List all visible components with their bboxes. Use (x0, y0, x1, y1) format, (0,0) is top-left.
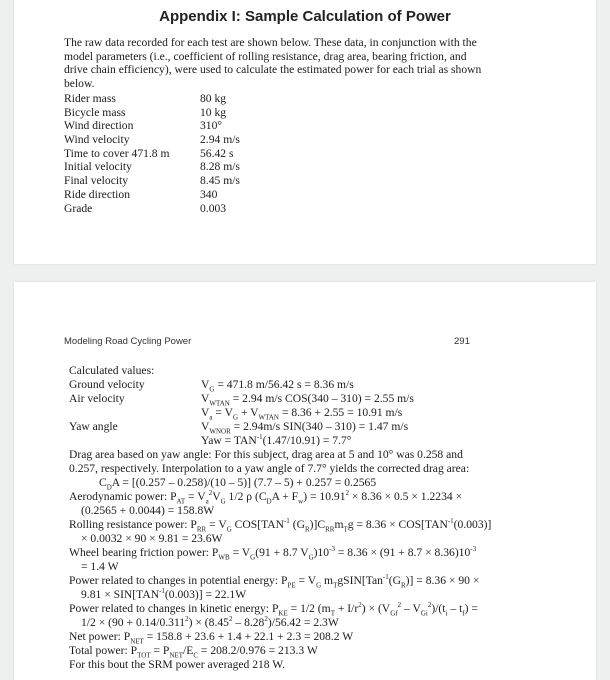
air-velocity-label: Air velocity (69, 392, 125, 405)
drag-area-equation: $C_DA = [(0.257 - 0.258)/(10 - 5)]$ (7.7 – 5) + 0.257 = 0.2565 (99, 476, 377, 492)
page-number: 291 (454, 336, 470, 347)
param-label: Final velocity (64, 174, 129, 188)
param-value: 80 kg (200, 92, 227, 105)
param-row (64, 160, 240, 174)
param-row (64, 201, 227, 216)
appendix-page (14, 0, 596, 264)
param-row (64, 146, 234, 161)
param-label: Time to cover 471.8 m (64, 146, 170, 160)
param-row (64, 105, 227, 120)
param-value: 56.42 s (200, 146, 234, 160)
potential-energy-equation: Power related to changes in potential energy: $P_{PE} = V_G$ $m_TgSIN[Tan^{-1}(G_R)] = 8.36 \times 90$ × (69, 573, 480, 590)
param-label: Grade (64, 201, 93, 215)
param-label: Wind velocity (64, 133, 130, 147)
kinetic-energy-result: $1/2 \times (90 + 0.14/0.311^2) \times (8.45^2 - 8.28^2)/56.42 = 2.3W$ (81, 615, 339, 629)
param-row (64, 119, 223, 133)
aerodynamic-power-equation: Aerodynamic power: $P_{AT} = V_a^2V_G$ 1/2 ρ $(C_DA + F_w) = 10.91^2 \times 8.36 \times 0.5 \times 1.2234$ × (69, 489, 463, 506)
param-label: Rider mass (64, 92, 116, 105)
drag-text-line-2: 0.257, respectively. Interpolation to a yaw angle of 7.7° yields the corrected drag area: (69, 462, 470, 475)
appendix-intro: The raw data recorded for each test are shown below. These data, in conjunction with the model parameters (i.e., coefficient of rolling resistance, drag area, bearing friction, and drive chain efficiency), were used to calculate the estimated power for each trial as shown below. (64, 36, 482, 90)
kinetic-energy-equation: Power related to changes in kinetic energy: $P_{KE} = 1/2$ $(m_T + I/r^2) \times (V_{Gf}^2 - V_{Gi}^2)/(t_i - t_f)$ = (69, 601, 478, 618)
appendix-title: Appendix I: Sample Calculation of Power (159, 8, 451, 25)
param-value: 2.94 m/s (200, 133, 240, 147)
param-value: 0.003 (200, 201, 227, 215)
param-label: Wind direction (64, 119, 134, 133)
yaw-angle-label: Yaw angle (69, 420, 118, 433)
param-label: Ride direction (64, 187, 131, 201)
wheel-bearing-result: = 1.4 W (81, 560, 119, 573)
wind-tangent-equation: $V_{WTAN} = 2.94$ m/s COS(340 – 310) = 2.55 m/s (201, 392, 414, 408)
param-label: Bicycle mass (64, 105, 126, 119)
rolling-resistance-equation: Rolling resistance power: $P_{RR} = V_G$ $COS[TAN^{-1}$ $(G_R)]C_{RR}m_Tg = 8.36 \times COS[TAN^{-1}(0.003)]$ (69, 517, 492, 534)
total-power-equation: Total power: $P_{TOT} = P_{NET}/E_C = 208.2/0.976 = 213.3$ W (69, 644, 318, 660)
running-head: Modeling Road Cycling Power (64, 336, 192, 347)
param-row (64, 133, 240, 147)
param-value: 340 (200, 187, 218, 201)
param-row (64, 174, 240, 188)
air-velocity-equation: $V_a = V_G + V_{WTAN} = 8.36 + 2.55 = 10.91$ m/s (201, 406, 403, 422)
param-row (64, 187, 218, 202)
rolling-resistance-result: × 0.0032 × 90 × 9.81 = 23.6W (81, 532, 223, 545)
srm-power-note: For this bout the SRM power averaged 218 W. (69, 658, 286, 671)
param-value: 8.28 m/s (200, 160, 240, 174)
param-value: 8.45 m/s (200, 174, 240, 188)
potential-energy-label: Power related to changes in potential energy: (69, 574, 279, 587)
param-value: 10 kg (200, 105, 227, 119)
ground-velocity-label: Ground velocity (69, 378, 145, 391)
net-power-equation: Net power: $P_{NET} = 158.8 + 23.6 + 1.4 + 22.1 + 2.3 = 208.2$ W (69, 630, 354, 646)
raw-data-list (64, 92, 240, 215)
calculation-page (14, 282, 596, 680)
param-label: Initial velocity (64, 160, 132, 174)
param-row (64, 92, 227, 106)
aerodynamic-power-result: (0.2565 + 0.0044) = 158.8W (81, 504, 215, 517)
potential-energy-result: $9.81 \times SIN[TAN^{-1}(0.003)] = 22.1W$ (81, 587, 247, 601)
kinetic-energy-label: Power related to changes in kinetic energy: (69, 602, 270, 615)
drag-text-line-1: Drag area based on yaw angle: For this subject, drag area at 5 and 10° was 0.258 and (69, 448, 463, 461)
param-value: 310° (200, 119, 223, 133)
yaw-equation: Yaw = $TAN^{-1}(1.47/10.91) = 7.7^\circ$ (201, 433, 352, 447)
ground-velocity-equation: $V_G = 471.8$ m/56.42 s = 8.36 m/s (201, 378, 354, 394)
wind-normal-equation: $V_{WNOR} = 2.94m/s$ SIN(340 – 310) = 1.47 m/s (201, 420, 409, 436)
wheel-bearing-equation: Wheel bearing friction power: $P_{WB} = V_G(91 + 8.7$ $V_G)10^{-3} = 8.36 \times (91 + 8.7 \times 8.36)10^{-3}$ (69, 545, 477, 562)
calc-heading: Calculated values: (69, 364, 155, 377)
